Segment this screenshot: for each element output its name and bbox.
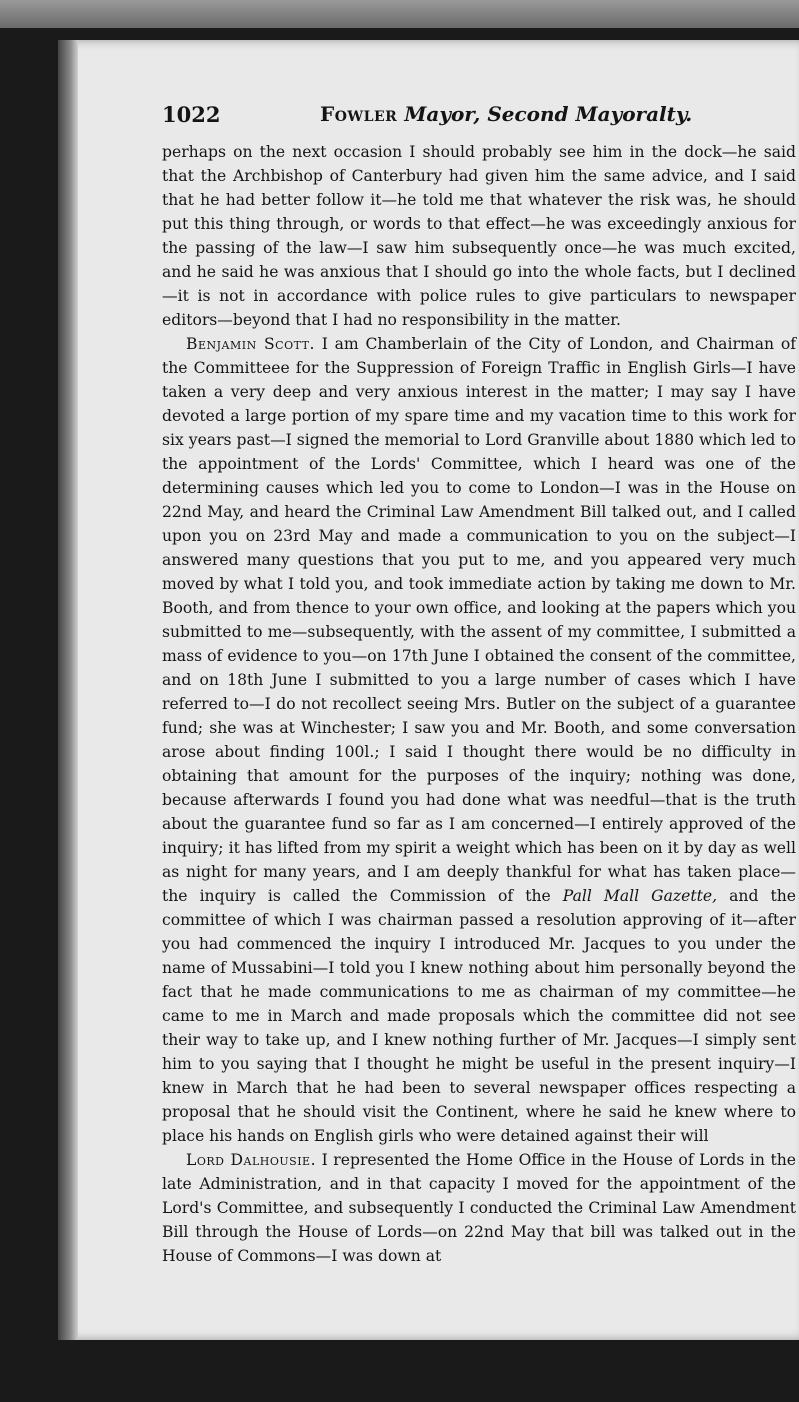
paragraph-text: I am Chamberlain of the City of London, and Chairman of the Committeee for the Suppression of Foreign Traffic in English Girls—I have taken a very deep and very anxious interest in the matter; I may say I have devoted a large portion of my spare time and my vacation time to this work for six years past—I signed the memorial to Lord Granville about 1880 which led to the appointment of the Lords' Committee, which I heard was one of the determining causes which led you to come to London—I was in the House on 22nd May, and heard the Criminal Law Amendment Bill talked out, and I called upon you on 23rd May and made a communication to you on the subject—I answered many questions that you put to me, and you appeared very much moved by what I told you, and took immediate action by taking me down to Mr. Booth, and from thence to your own office, and looking at the papers which you submitted to me—subsequently, with the assent of my committee, I submitted a mass of evidence to you—on 17th June I obtained the consent of the committee, and on 18th June I submitted to you a large number of cases which I have referred to—I do not recollect seeing Mrs. Butler on the subject of a guarantee fund; she was at Winchester; I saw you and Mr. Booth, and some conversation arose about finding 100l.; I said I thought there would be no difficulty in obtaining that amount for the purposes of the inquiry; nothing was done, because afterwards I found you had done what was needful—that is the truth about the guarantee fund so far as I am concerned—I entirely approved of the inquiry; it has lifted from my spirit a weight which has been on it by day as well as night for many years, and I am deeply thankful for what has taken place—the inquiry is called the Commission of the	[162, 335, 796, 905]
speaker-name: Lord Dalhousie.	[186, 1151, 317, 1169]
title-rest: Mayor, Second Mayoralty.	[404, 102, 693, 126]
paragraph-text: and the committee of which I was chairman passed a resolution approving of it—after you had commenced the inquiry I introduced Mr. Jacques to you under the name of Mussabini—I told you I knew nothing about him personally beyond the fact that he made communications to me as chairman of my committee—he came to me in March and made proposals which the committee did not see their way to take up, and I knew nothing further of Mr. Jacques—I simply sent him to you saying that I thought he might be useful in the present inquiry—I knew in March that he had been to several newspaper offices respecting a proposal that he should visit the Continent, where he said he knew where to place his hands on English girls who were detained against their will	[162, 887, 796, 1145]
paragraph-3	[162, 1148, 796, 1268]
paragraph-2	[162, 332, 796, 1148]
page-gutter	[58, 40, 78, 1340]
top-margin	[0, 0, 799, 28]
page-content	[162, 100, 796, 1268]
running-title	[320, 102, 692, 126]
page-number: 1022	[162, 102, 221, 127]
paragraph-text: perhaps on the next occasion I should probably see him in the dock—he said that the Archbishop of Canterbury had given him the same advice, and I said that he had better follow it—he told me that whatever the risk was, he should put this thing through, or words to that effect—he was exceedingly anxious for the passing of the law—I saw him subsequently once—he was much excited, and he said he was anxious that I should go into the whole facts, but I declined—it is not in accordance with police rules to give particulars to newspaper editors—beyond that I had no responsibility in the matter.	[162, 143, 796, 329]
paragraph-1	[162, 140, 796, 332]
title-name: Fowler	[320, 102, 398, 126]
paragraph-text: I represented the Home Office in the House of Lords in the late Administration, and in that capacity I moved for the appointment of the Lord's Committee, and subsequently I conducted the Criminal Law Amendment Bill through the House of Lords—on 22nd May that bill was talked out in the House of Commons—I was down at	[162, 1151, 796, 1265]
body-text	[162, 140, 796, 1268]
running-header	[162, 100, 796, 140]
speaker-name: Benjamin Scott.	[186, 335, 315, 353]
italic-title: Pall Mall Gazette,	[562, 887, 718, 905]
